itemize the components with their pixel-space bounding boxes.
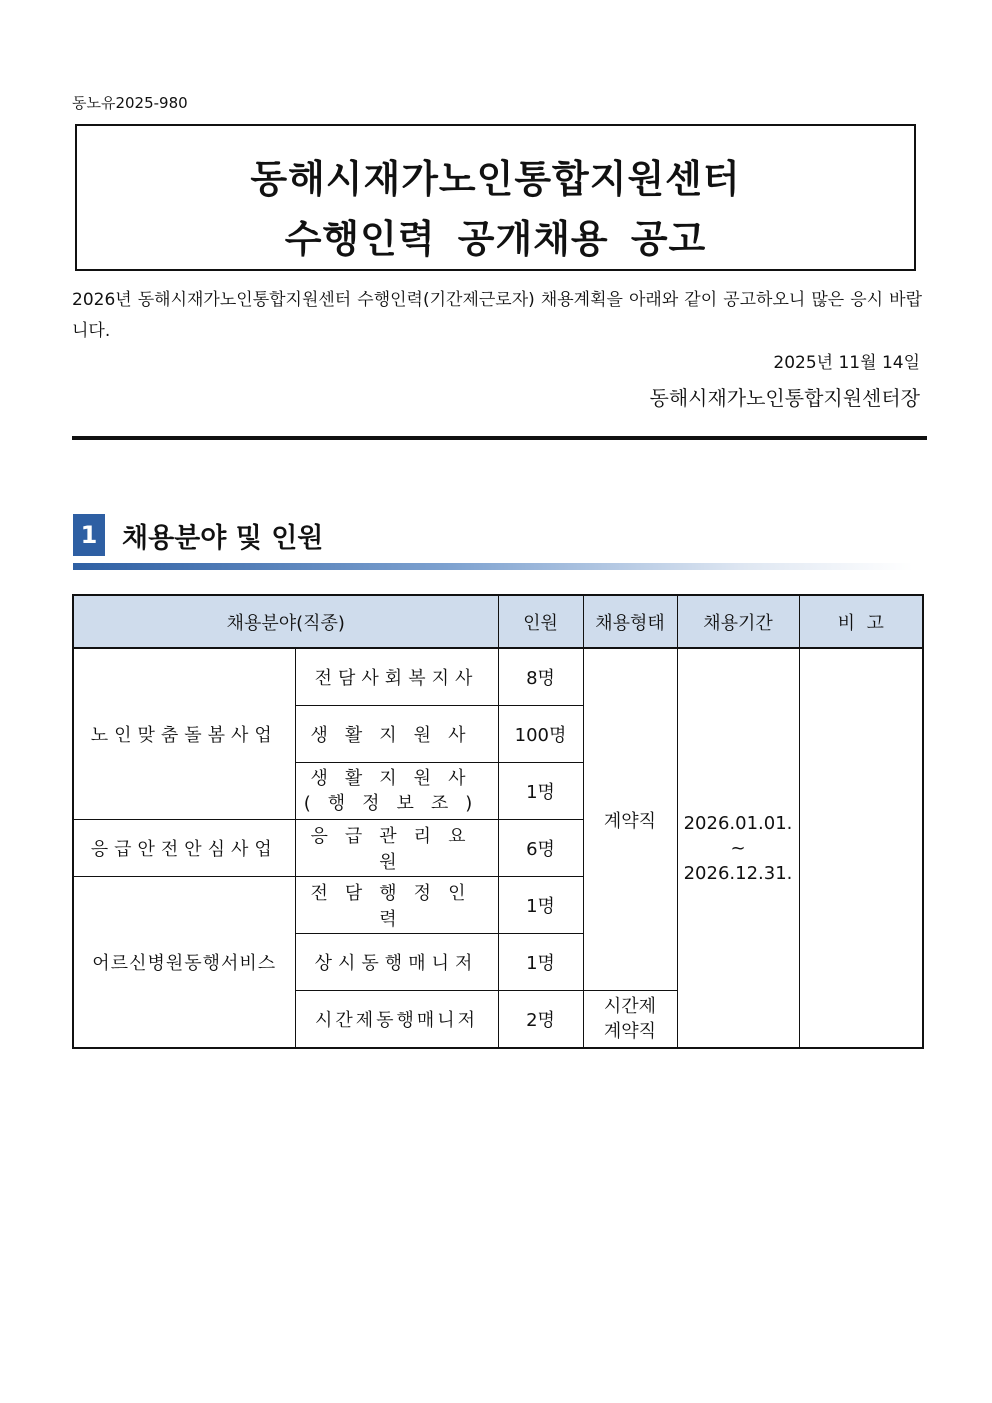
job-cell: 응급관리요원 — [295, 820, 498, 877]
job-line-1: 생활지원사 — [310, 768, 483, 789]
type-cell-parttime — [583, 991, 677, 1049]
type-line-2: 계약직 — [603, 1021, 657, 1042]
header-type: 채용형태 — [583, 595, 677, 648]
issuer-name: 동해시재가노인통합지원센터장 — [649, 386, 920, 410]
type-cell: 계약직 — [583, 648, 677, 991]
period-separator: ~ — [730, 837, 746, 859]
count-cell: 8명 — [498, 648, 583, 706]
job-cell: 상시동행매니저 — [295, 934, 498, 991]
period-cell — [677, 648, 799, 1048]
job-cell: 전담행정인력 — [295, 877, 498, 934]
header-count: 인원 — [498, 595, 583, 648]
period-end: 2026.12.31. — [683, 862, 793, 884]
table-row — [73, 648, 923, 706]
announcement-date: 2025년 11월 14일 — [773, 353, 920, 373]
group-cell: 응급안전안심사업 — [73, 820, 295, 877]
type-line-1: 시간제 — [603, 996, 657, 1017]
job-line-2: (행정보조) — [303, 793, 490, 814]
count-cell: 1명 — [498, 763, 583, 820]
job-cell: 전담사회복지사 — [295, 648, 498, 706]
title-line-1: 동해시재가노인통합지원센터 — [250, 157, 741, 201]
count-cell: 1명 — [498, 934, 583, 991]
divider-rule — [72, 436, 927, 440]
header-note: 비 고 — [799, 595, 923, 648]
job-cell: 생활지원사 — [295, 706, 498, 763]
job-cell — [295, 763, 498, 820]
count-cell: 100명 — [498, 706, 583, 763]
header-field: 채용분야(직종) — [73, 595, 498, 648]
period-start: 2026.01.01. — [683, 812, 793, 834]
job-cell: 시간제동행매니저 — [295, 991, 498, 1049]
header-period: 채용기간 — [677, 595, 799, 648]
group-cell: 어르신병원동행서비스 — [73, 877, 295, 1049]
title-box — [75, 124, 916, 271]
section-title: 채용분야 및 인원 — [122, 523, 324, 554]
section-underline-bar — [73, 563, 913, 570]
table-header-row — [73, 595, 923, 648]
title-line-2: 수행인력 공개채용 공고 — [284, 217, 707, 261]
intro-paragraph: 2026년 동해시재가노인통합지원센터 수행인력(기간제근로자) 채용계획을 아래와 같이 공고하오니 많은 응시 바랍니다. — [72, 290, 922, 341]
section-number-badge: 1 — [73, 514, 105, 556]
group-cell: 노인맞춤돌봄사업 — [73, 648, 295, 820]
count-cell: 1명 — [498, 877, 583, 934]
count-cell: 2명 — [498, 991, 583, 1049]
note-cell — [799, 648, 923, 1048]
recruitment-table — [72, 594, 924, 1049]
document-number: 동노유2025-980 — [72, 94, 188, 112]
count-cell: 6명 — [498, 820, 583, 877]
